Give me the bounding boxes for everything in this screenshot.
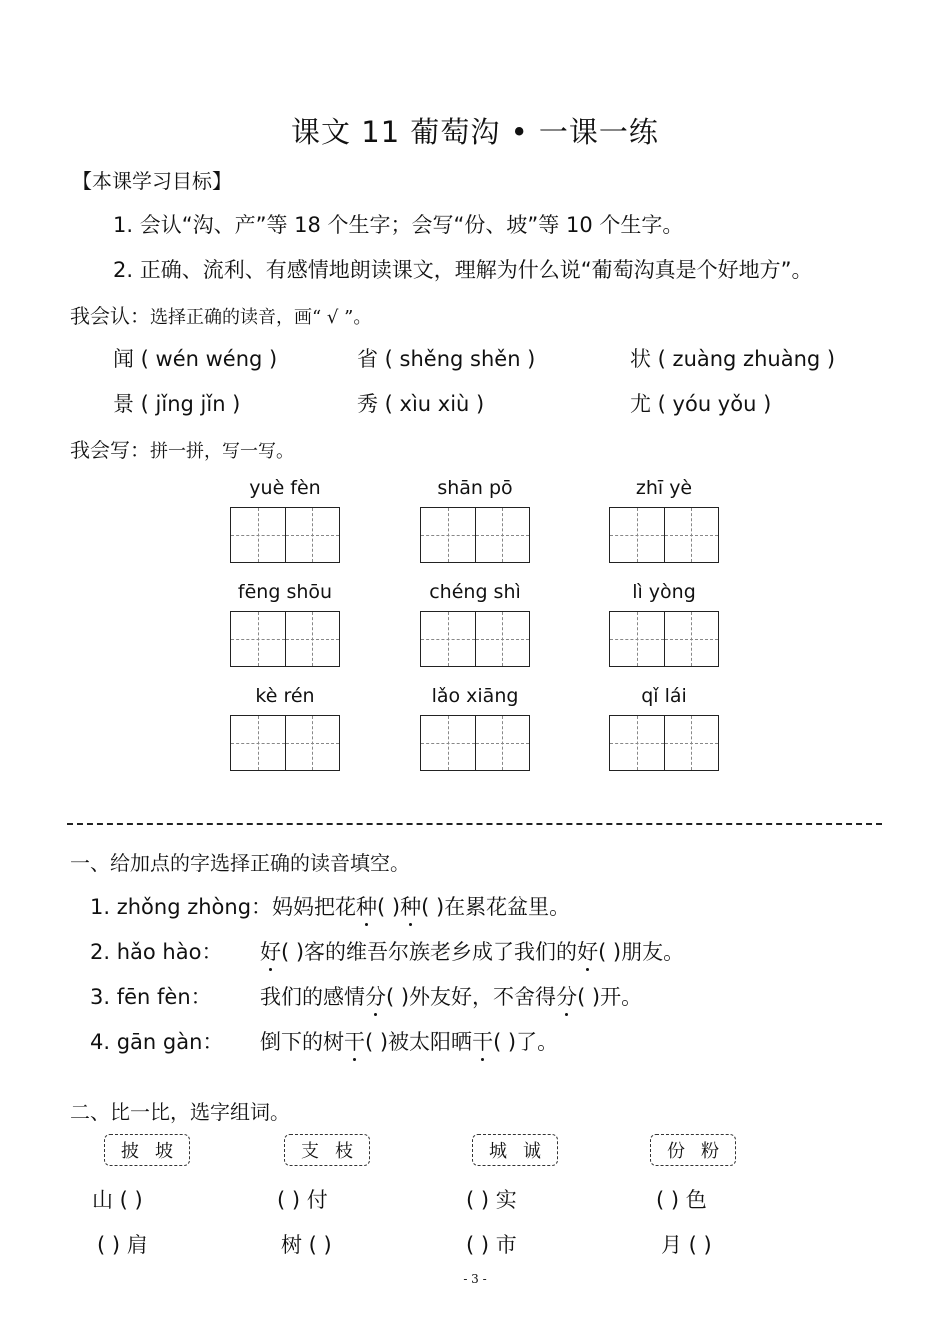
q1-text: 倒下的树 [260, 1030, 344, 1054]
q1-pinyin: 2. hǎo hào： [90, 940, 223, 964]
q1-line-2[interactable] [90, 936, 684, 966]
pinyin-label: kè rén [255, 685, 315, 707]
recognize-item[interactable]: 景 ( jǐng jǐn ) [113, 392, 241, 416]
writing-grid[interactable] [609, 507, 719, 563]
writing-grid[interactable] [420, 715, 530, 771]
recognize-item[interactable]: 状 ( zuàng zhuàng ) [630, 347, 836, 371]
page-number: - 3 - [463, 1272, 487, 1286]
choice-char: 坡 [155, 1141, 173, 1162]
writing-grid[interactable] [230, 611, 340, 667]
word-blank[interactable]: ( ) 付 [277, 1188, 328, 1212]
page-title: 课文 11 葡萄沟 • 一课一练 [291, 115, 659, 149]
pinyin-label: zhī yè [635, 477, 693, 499]
answer-blank[interactable]: ( )在累花盆里。 [421, 895, 571, 919]
q1-line-4[interactable] [90, 1026, 558, 1056]
char-choice-box [104, 1134, 190, 1166]
word-blank[interactable]: ( ) 肩 [97, 1233, 148, 1257]
char-choice-box [650, 1134, 736, 1166]
recognize-item[interactable]: 省 ( shěng shěn ) [357, 347, 536, 371]
dotted-char: 种 [356, 891, 377, 921]
writing-grid[interactable] [230, 507, 340, 563]
recognize-item[interactable]: 闻 ( wén wéng ) [113, 347, 278, 371]
writing-grid[interactable] [420, 611, 530, 667]
choice-char: 城 [489, 1141, 507, 1162]
pinyin-label: fēng shōu [237, 581, 333, 603]
word-blank[interactable]: ( ) 实 [466, 1188, 517, 1212]
word-blank[interactable]: 树 ( ) [281, 1233, 332, 1257]
choice-char: 支 [301, 1141, 319, 1162]
writing-grid[interactable] [609, 715, 719, 771]
answer-blank[interactable]: ( )了。 [493, 1030, 559, 1054]
goals-heading: 【本课学习目标】 [72, 169, 232, 193]
q1-line-3[interactable] [90, 981, 642, 1011]
write-heading: 我会写： [70, 438, 150, 462]
choice-char: 粉 [701, 1141, 719, 1162]
answer-blank[interactable]: ( )开。 [577, 985, 643, 1009]
dotted-char: 分 [365, 981, 386, 1011]
word-blank[interactable]: 山 ( ) [92, 1188, 143, 1212]
goal-item-2: 2. 正确、流利、有感情地朗读课文，理解为什么说“葡萄沟真是个好地方”。 [113, 258, 813, 282]
answer-blank[interactable]: ( )客的维吾尔族老乡成了我们的 [281, 940, 578, 964]
q1-pinyin: 3. fēn fèn： [90, 985, 212, 1009]
dotted-char: 好 [577, 936, 598, 966]
recognize-item[interactable]: 尤 ( yóu yǒu ) [630, 392, 772, 416]
char-choice-box [472, 1134, 558, 1166]
q1-pinyin: 1. zhǒng zhòng： [90, 895, 273, 919]
pinyin-label: qǐ lái [641, 685, 687, 707]
word-blank[interactable]: ( ) 市 [466, 1233, 517, 1257]
answer-blank[interactable]: ( )被太阳晒 [365, 1030, 473, 1054]
pinyin-label: chéng shì [429, 581, 521, 603]
recognize-heading: 我会认： [70, 304, 150, 328]
choice-char: 份 [667, 1141, 685, 1162]
recognize-instruction: 选择正确的读音，画“ √ ”。 [150, 307, 372, 328]
answer-blank[interactable]: ( )朋友。 [598, 940, 685, 964]
pinyin-label: lì yòng [632, 581, 696, 603]
answer-blank[interactable]: ( ) [377, 895, 401, 919]
choice-char: 披 [121, 1141, 139, 1162]
q1-line-1[interactable] [90, 891, 570, 921]
q1-pinyin: 4. gān gàn： [90, 1030, 224, 1054]
dotted-char: 干 [472, 1026, 493, 1056]
recognize-item[interactable]: 秀 ( xìu xiù ) [357, 392, 485, 416]
answer-blank[interactable]: ( )外友好，不舍得 [386, 985, 557, 1009]
dotted-char: 好 [260, 936, 281, 966]
section-divider [67, 823, 882, 825]
q1-text: 我们的感情 [260, 985, 365, 1009]
pinyin-label: lǎo xiāng [431, 685, 519, 707]
writing-grid[interactable] [420, 507, 530, 563]
dotted-char: 干 [344, 1026, 365, 1056]
word-blank[interactable]: ( ) 色 [656, 1188, 707, 1212]
write-section [70, 434, 294, 463]
q2-heading: 二、比一比，选字组词。 [70, 1100, 290, 1124]
q1-heading: 一、给加点的字选择正确的读音填空。 [70, 851, 410, 875]
choice-char: 枝 [335, 1141, 353, 1162]
writing-grid[interactable] [230, 715, 340, 771]
pinyin-label: yuè fèn [249, 477, 321, 499]
word-blank[interactable]: 月 ( ) [661, 1233, 712, 1257]
goal-item-1: 1. 会认“沟、产”等 18 个生字；会写“份、坡”等 10 个生字。 [113, 213, 684, 237]
recognize-section [70, 300, 371, 329]
write-instruction: 拼一拼，写一写。 [150, 441, 294, 462]
writing-grid[interactable] [609, 611, 719, 667]
q1-text: 妈妈把花 [272, 895, 357, 919]
char-choice-box [284, 1134, 370, 1166]
dotted-char: 分 [556, 981, 577, 1011]
dotted-char: 种 [400, 891, 421, 921]
pinyin-label: shān pō [437, 477, 513, 499]
choice-char: 诚 [523, 1141, 541, 1162]
